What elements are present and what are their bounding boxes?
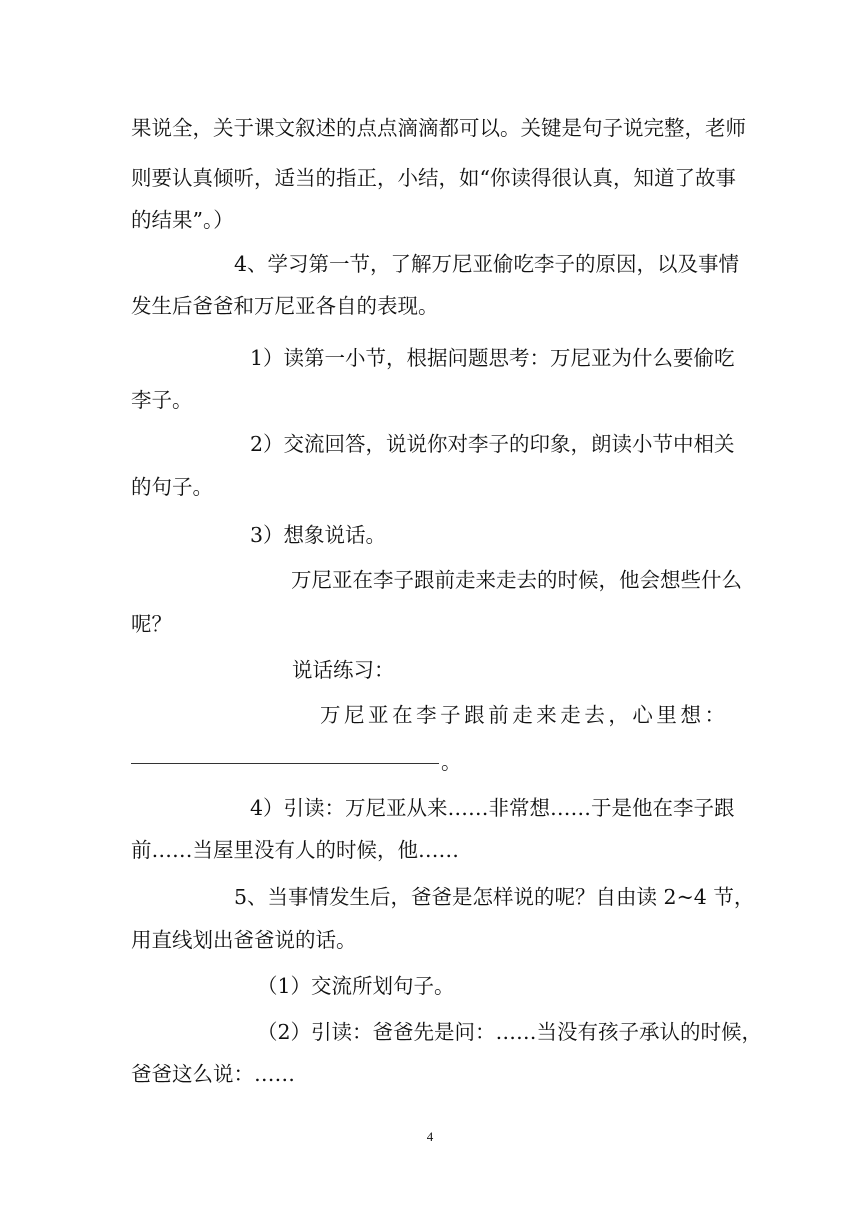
paragraph-line: 用直线划出爸爸说的话。 [131,928,357,952]
paragraph-line: 爸爸这么说：…… [131,1062,295,1086]
step-4-line: 4）引读：万尼亚从来……非常想……于是他在李子跟 [250,796,735,820]
substep-1-line: （1）交流所划句子。 [257,974,455,998]
step-2-line: 2）交流回答，说说你对李子的印象，朗读小节中相关 [250,432,735,456]
paragraph-line: 的结果”。） [131,208,234,232]
paragraph-line: 呢？ [131,612,172,636]
step-3-line: 3）想象说话。 [250,523,387,547]
speaking-practice-label: 说话练习： [292,658,395,682]
section-heading-4: 4、学习第一节，了解万尼亚偷吃李子的原因，以及事情 [234,252,740,276]
paragraph-line: 则要认真倾听，适当的指正，小结，如“你读得很认真，知道了故事 [131,166,736,190]
paragraph-line: 发生后爸爸和万尼亚各自的表现。 [131,294,439,318]
section-heading-5: 5、当事情发生后，爸爸是怎样说的呢？自由读 2~4 节， [234,885,755,909]
page-number: 4 [426,1129,434,1144]
paragraph-line: 李子。 [131,388,193,412]
substep-2-line: （2）引读：爸爸先是问：……当没有孩子承认的时候， [257,1020,763,1044]
blank-end-mark: 。 [441,750,462,774]
fill-in-blank-line [131,763,439,764]
paragraph-line: 万尼亚在李子跟前走来走去的时候，他会想些什么 [291,568,742,592]
paragraph-line: 前……当屋里没有人的时候，他…… [131,838,459,862]
fill-in-sentence: 万尼亚在李子跟前走来走去，心里想： [320,703,725,727]
step-1-line: 1）读第一小节，根据问题思考：万尼亚为什么要偷吃 [250,346,735,370]
paragraph-line: 的句子。 [131,475,213,499]
paragraph-line: 果说全，关于课文叙述的点点滴滴都可以。关键是句子说完整，老师 [131,116,746,140]
